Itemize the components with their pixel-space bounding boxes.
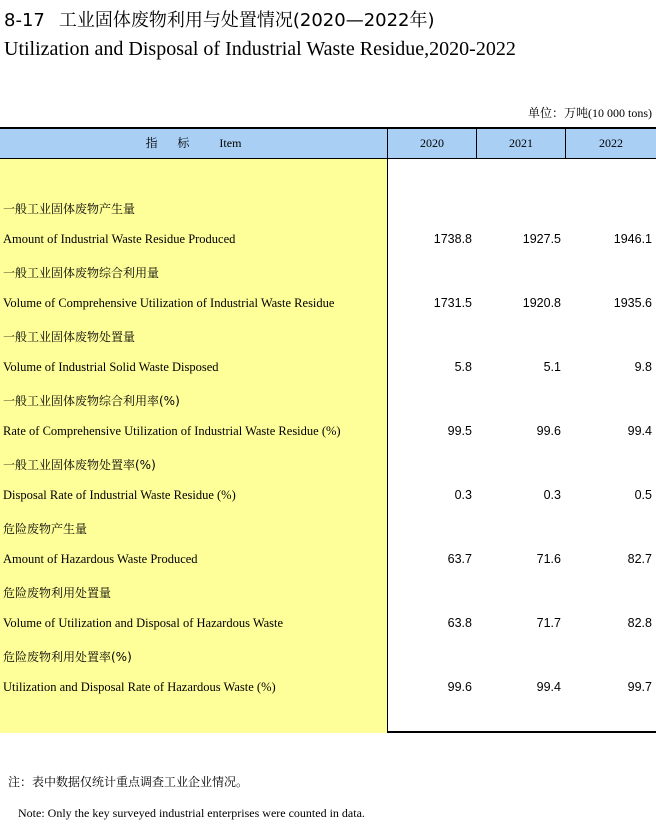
row-label-en: Volume of Industrial Solid Waste Disposed (3, 360, 219, 374)
row-label-cn: 一般工业固体废物处置量 (3, 330, 136, 344)
page-title-en: Utilization and Disposal of Industrial Waste Residue,2020-2022 (4, 38, 516, 60)
row-value-2021: 71.6 (536, 552, 561, 566)
table-header (0, 129, 656, 159)
table-number: 8-17 (4, 10, 45, 31)
header-year-2020: 2020 (388, 129, 477, 158)
row-label-cn: 一般工业固体废物综合利用量 (3, 266, 160, 280)
row-value-2022: 1935.6 (613, 296, 652, 310)
row-value-2022: 0.5 (634, 488, 652, 502)
row-value-2021: 71.7 (536, 616, 561, 630)
page-title-cn (4, 6, 435, 32)
row-value-2021: 5.1 (543, 360, 561, 374)
footnote-cn: 注：表中数据仅统计重点调查工业企业情况。 (8, 775, 249, 789)
row-value-2020: 63.8 (447, 616, 472, 630)
row-label-en: Utilization and Disposal Rate of Hazardous Waste (%) (3, 680, 276, 694)
header-indicator (0, 129, 388, 158)
row-label-en: Volume of Utilization and Disposal of Hazardous Waste (3, 616, 284, 630)
row-label-en: Rate of Comprehensive Utilization of Industrial Waste Residue (%) (3, 424, 341, 438)
unit-en: (10 000 tons) (588, 106, 652, 120)
row-label-cn: 一般工业固体废物产生量 (3, 202, 136, 216)
row-label-cn: 一般工业固体废物处置率(%) (3, 458, 156, 472)
row-label-en: Amount of Hazardous Waste Produced (3, 552, 198, 566)
row-value-2020: 1738.8 (433, 232, 472, 246)
row-value-2022: 82.8 (627, 616, 652, 630)
row-value-2020: 5.8 (454, 360, 472, 374)
row-value-2020: 0.3 (454, 488, 472, 502)
row-value-2022: 99.4 (627, 424, 652, 438)
row-value-2021: 99.6 (536, 424, 561, 438)
header-year-2022: 2022 (599, 136, 623, 150)
unit-cn: 单位：万吨 (527, 106, 588, 120)
row-value-2020: 63.7 (447, 552, 472, 566)
row-label-cn: 危险废物产生量 (3, 522, 88, 536)
row-value-2020: 99.6 (447, 680, 472, 694)
row-label-cn: 危险废物利用处置量 (3, 586, 112, 600)
row-value-2021: 1920.8 (522, 296, 561, 310)
title-cn-text: 工业固体废物利用与处置情况(2020—2022年) (58, 10, 435, 31)
row-label-en: Volume of Comprehensive Utilization of Industrial Waste Residue (3, 296, 335, 310)
row-value-2021: 0.3 (543, 488, 561, 502)
footnote-en: Note: Only the key surveyed industrial enterprises were counted in data. (18, 806, 365, 820)
row-value-2022: 1946.1 (613, 232, 652, 246)
row-value-2020: 99.5 (447, 424, 472, 438)
row-value-2022: 82.7 (627, 552, 652, 566)
row-label-cn: 危险废物利用处置率(%) (3, 650, 132, 664)
unit-label (528, 104, 652, 121)
row-value-2022: 99.7 (627, 680, 652, 694)
row-label-en: Amount of Industrial Waste Residue Produced (3, 232, 236, 246)
row-value-2022: 9.8 (634, 360, 652, 374)
header-indicator-cn: 指 标 (145, 136, 198, 150)
data-table (0, 127, 656, 733)
row-label-en: Disposal Rate of Industrial Waste Residue (%) (3, 488, 236, 502)
row-value-2021: 99.4 (536, 680, 561, 694)
header-year-2021: 2021 (477, 129, 566, 158)
row-label-cn: 一般工业固体废物综合利用率(%) (3, 394, 180, 408)
header-indicator-en: Item (219, 136, 242, 150)
row-value-2020: 1731.5 (433, 296, 472, 310)
row-value-2021: 1927.5 (522, 232, 561, 246)
